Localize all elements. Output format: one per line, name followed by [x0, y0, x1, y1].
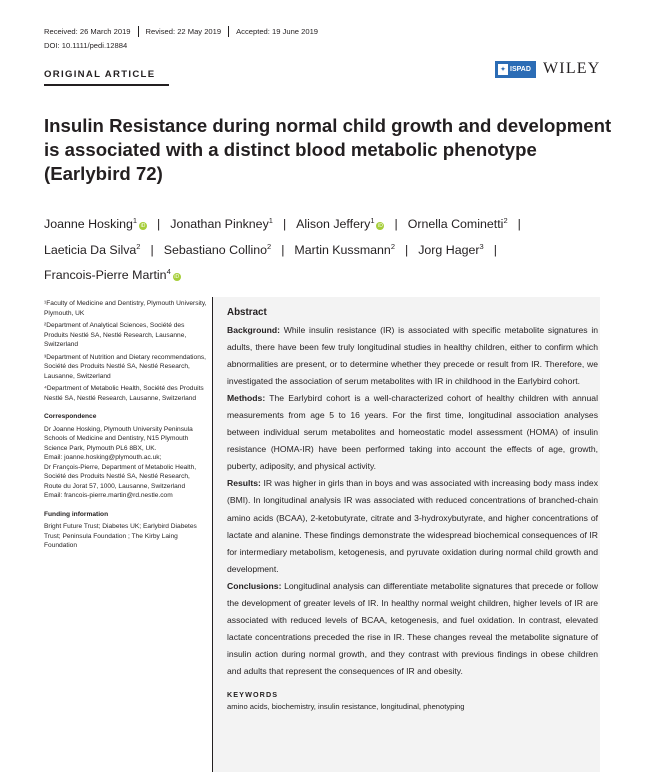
email-link[interactable]: Email: francois-pierre.martin@rd.nestle.com [44, 492, 173, 499]
author[interactable]: Laeticia Da Silva$^2$ [44, 241, 141, 257]
divider: | [517, 217, 521, 232]
abstract-background: Background: While insulin resistance (IR) is associated with specific metabolite signatures in adults, there have been few truly longitudinal studies in healthy children, either to confirm which abnormalities are present, or to determine whether they precede or result from IR. Therefore, we investigated the association of serum metabolites with IR in childhood in the Earlybird cohort. [227, 325, 599, 387]
ispad-logo [495, 61, 536, 78]
funding-text: Bright Future Trust; Diabetes UK; Earlybird Diabetes Trust; Peninsula Foundation ; The Kirby Laing Foundation [44, 523, 197, 549]
ispad-logo-text: ISPAD [510, 66, 531, 73]
section-rule [44, 84, 169, 86]
received-date: Received: 26 March 2019 [44, 27, 131, 36]
divider [228, 26, 229, 37]
author[interactable]: Jorg Hager$^3$ [418, 241, 484, 257]
article-dates [44, 26, 318, 37]
affiliation: ²Department of Analytical Sciences, Société des Produits Nestlé SA, Nestlé Research, Lausanne, Switzerland [44, 322, 187, 348]
author[interactable]: Francois-Pierre Martin$^4$iD [44, 267, 180, 283]
abstract-box [212, 297, 600, 772]
correspondence-text: Dr Joanne Hosking, Plymouth University Peninsula Schools of Medicine and Dentistry, N15 Plymouth Science Park, Plymouth PL6 8BX, UK. Email: joanne.hosking@plymouth.ac.uk; Dr François-Pierre, Department of Metabolic Health, Société des Produits Nestlé SA, Nestlé Research, Route du Jorat 57, 1000, Lausanne, Switzerland Email: francois-pierre.martin@rd.nestle.com [44, 425, 197, 499]
divider: | [282, 217, 287, 232]
divider: | [157, 217, 161, 232]
affiliation: ¹Faculty of Medicine and Dentistry, Plymouth University, Plymouth, UK [44, 300, 207, 317]
abstract-methods: Methods: The Earlybird cohort is a well-characterized cohort of healthy children with annual measurements from age 5 to 16 years. For the first time, longitudinal association analyses between individual serum metabolites and homeostatic model assessment (HOMA) of insulin resistance (HOMA-IR) have been performed taking into account the effects of age, growth, puberty, adiposity, and physical activity. [227, 393, 598, 472]
correspondence-heading: Correspondence [44, 413, 97, 420]
author[interactable]: Jonathan Pinkney$^1$ [170, 216, 273, 232]
ispad-emblem-icon: ✦ [498, 64, 508, 75]
revised-date: Revised: 22 May 2019 [145, 27, 222, 36]
orcid-icon[interactable]: iD [174, 274, 180, 281]
wiley-logo: WILEY [543, 60, 601, 77]
funding-heading: Funding information [44, 510, 109, 518]
divider: | [281, 242, 285, 257]
divider: | [150, 242, 154, 257]
divider: | [405, 242, 409, 257]
divider: | [394, 217, 398, 232]
email-link[interactable]: Email: joanne.hosking@plymouth.ac.uk; [44, 454, 162, 461]
orcid-icon[interactable]: iD [378, 223, 383, 230]
abstract-conclusions: Conclusions: Longitudinal analysis can differentiate metabolite signatures that precede or follow the development of greater levels of IR. In healthy normal weight children, higher levels of IR are associated with reduced levels of BCAA, ketogenesis, and fuel oxidation. In contrast, elevated lactate concentrations preceded the rise in IR. These changes reveal the metabolite signature of insulin action during normal growth, and they contrast with previous findings in obese children and adults that represent the consequences of IR and obesity. [227, 580, 599, 676]
divider: | [493, 242, 497, 257]
author-list [44, 210, 614, 287]
author[interactable]: Martin Kussmann$^2$ [294, 241, 395, 257]
abstract-results: Results: IR was higher in girls than in boys and was associated with increasing body mass index (BMI). In longitudinal analysis IR was associated with reduced concentrations of branched-chain amino acids (BCAA), 2-ketobutyrate, citrate and 3-hydroxybutyrate, and higher concentrations of lactate and alanine. These findings demonstrate the widespread biochemical consequences of IR for intermediary metabolism, ketogenesis, and pyruvate oxidation during normal child growth and development. [227, 478, 598, 574]
orcid-icon[interactable]: iD [140, 223, 146, 230]
accepted-date: Accepted: 19 June 2019 [236, 27, 319, 36]
affiliation: ³Department of Nutrition and Dietary recommendations, Société des Produits Nestlé SA, Nestlé Research, Lausanne, Switzerland [44, 353, 206, 380]
abstract-heading: Abstract [227, 307, 267, 318]
section-label: ORIGINAL ARTICLE [44, 69, 156, 80]
author[interactable]: Sebastiano Collino$^2$ [163, 241, 272, 257]
article-title: Insulin Resistance during normal child growth and development is associated with a distinct blood metabolic phenotype (Earlybird 72) [44, 115, 612, 184]
divider [138, 26, 139, 37]
affiliation: ⁴Department of Metabolic Health, Société des Produits Nestlé SA, Nestlé Research, Lausanne, Switzerland [44, 385, 204, 402]
author[interactable]: Alison Jeffery$^1$iD [296, 216, 383, 232]
keywords: amino acids, biochemistry, insulin resistance, longitudinal, phenotyping [227, 701, 465, 711]
doi[interactable]: DOI: 10.1111/pedi.12884 [44, 41, 128, 50]
keywords-heading: KEYWORDS [227, 689, 279, 699]
author[interactable]: Joanne Hosking$^1$iD [44, 216, 146, 232]
sidebar [44, 299, 207, 554]
author[interactable]: Ornella Cominetti$^2$ [407, 216, 508, 232]
